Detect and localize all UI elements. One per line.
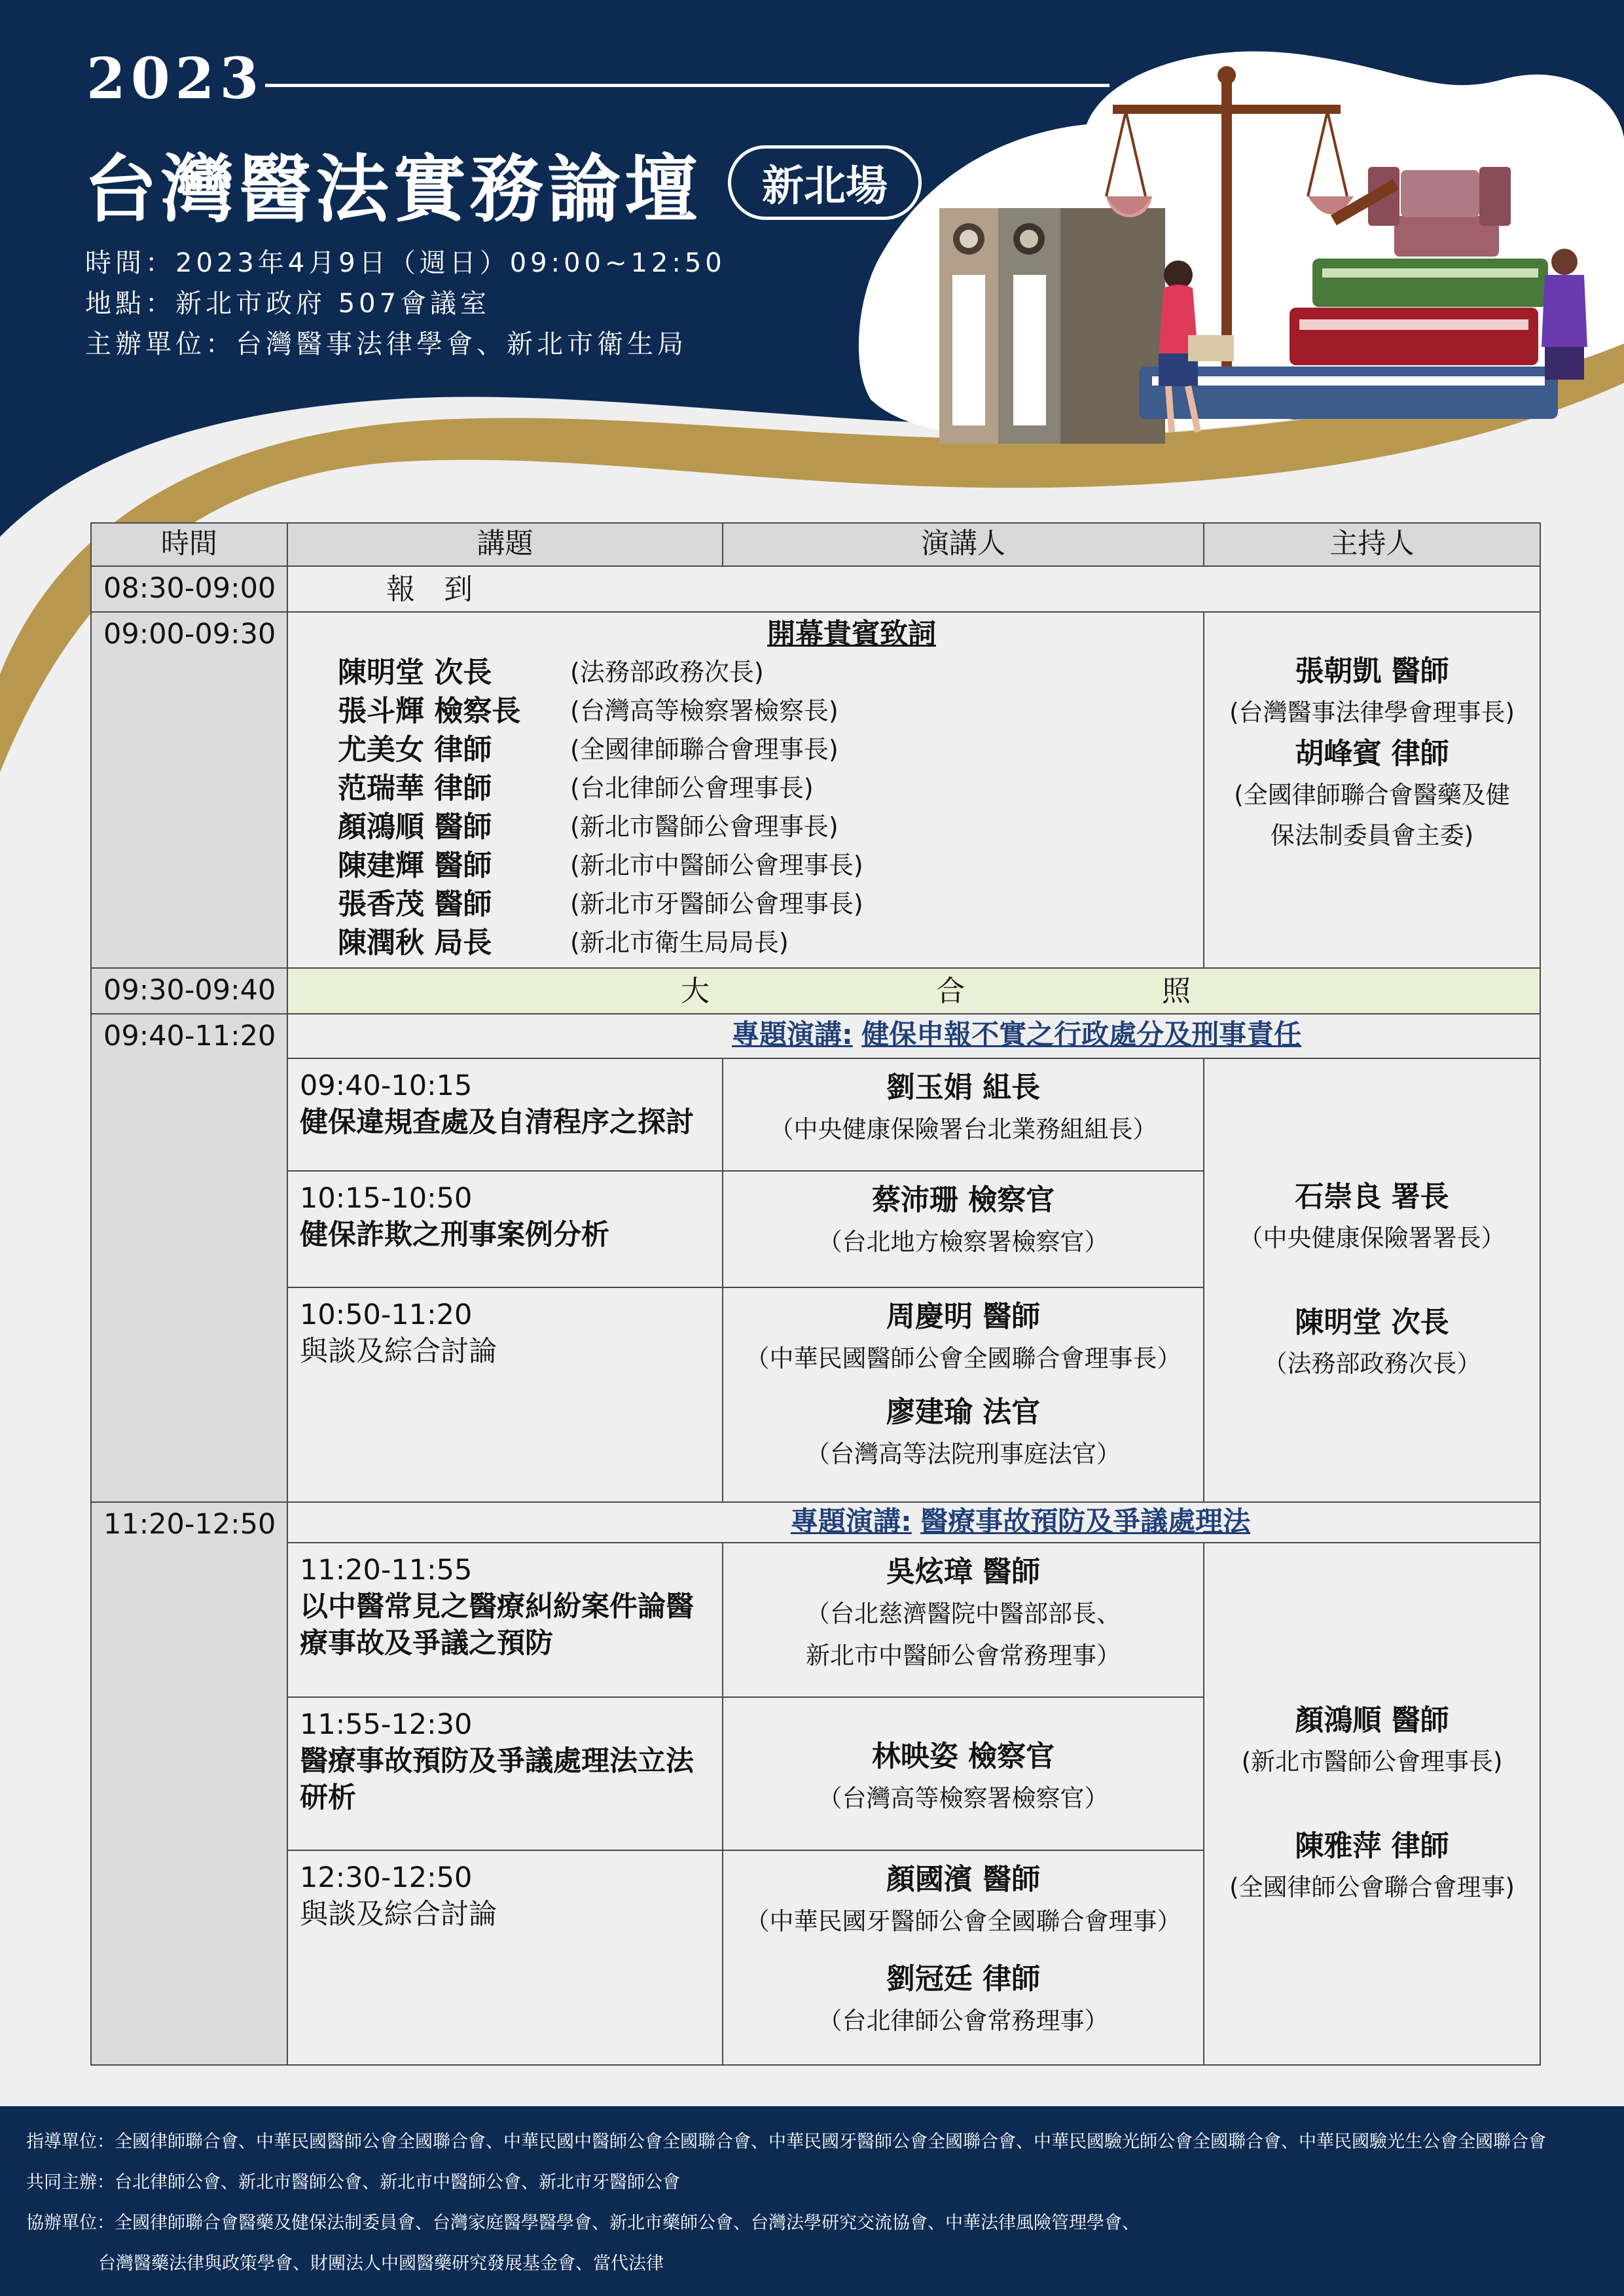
footer-co-organizers: 協辦單位：全國律師聯合會醫藥及健保法制委員會、台灣家庭醫學醫學會、新北市藥師公會、台灣法學研究交流協會、中華法律風險管理學會、: [26, 2213, 1140, 2233]
theme-title: 健保申報不實之行政處分及刑事責任: [861, 1018, 1302, 1050]
theme-title: 醫療事故預防及爭議處理法: [920, 1505, 1251, 1537]
event-organizer: 主辦單位：台灣醫事法律學會、新北市衛生局: [85, 329, 687, 359]
talk-title: 與談及綜合討論: [300, 1897, 497, 1931]
talk-topic: [287, 1850, 723, 2065]
speaker-role: （台北地方檢察署檢察官）: [818, 1228, 1109, 1256]
talk-title: 健保違規查處及自清程序之探討: [300, 1105, 694, 1139]
event-year: 2023: [86, 46, 264, 112]
list-item: 尤美女 律師 (全國律師聯合會理事長): [338, 733, 839, 766]
opening-title: 開幕貴賓致詞: [767, 618, 936, 651]
theme-label: 專題演講:: [732, 1018, 853, 1050]
talk-title-cont: 研析: [300, 1781, 356, 1814]
session1-time: 09:40-11:20: [91, 1014, 287, 1502]
speaker-role-cont: 新北市中醫師公會常務理事）: [806, 1641, 1121, 1670]
speaker-role: （中央健康保險署台北業務組組長）: [769, 1115, 1157, 1143]
talk-time: 10:15-10:50: [300, 1182, 473, 1215]
footer-advisors: 指導單位：全國律師聯合會、中華民國醫師公會全國聯合會、中華民國中醫師公會全國聯合會、中華民國牙醫師公會全國聯合會、中華民國驗光師公會全國聯合會、中華民國驗光生公會全國聯合會: [26, 2132, 1546, 2152]
year-rule-line: [265, 84, 1110, 87]
session1-moderators: [1204, 1058, 1540, 1502]
session2-time: 11:20-12:50: [91, 1502, 287, 2065]
speaker-role: （台灣高等檢察署檢察官）: [818, 1784, 1109, 1812]
speaker-name: 劉玉娟 組長: [886, 1071, 1041, 1104]
moderator-role: (台灣醫事法律學會理事長): [1229, 698, 1515, 726]
list-item: 陳建輝 醫師 (新北市中醫師公會理事長): [338, 849, 863, 882]
header-moderator: 主持人: [1204, 523, 1540, 566]
talk-time: 09:40-10:15: [300, 1069, 473, 1102]
moderator-role: (全國律師公會聯合會理事): [1229, 1873, 1515, 1901]
talk-speaker: [723, 1697, 1204, 1850]
header-speaker: [723, 523, 1204, 566]
photo-char: 大: [681, 975, 710, 1008]
talk-topic: [287, 1171, 723, 1287]
talk-speaker: [723, 1287, 1204, 1502]
opening-moderators: [1204, 612, 1540, 968]
checkin-time: 08:30-09:00: [91, 566, 287, 612]
checkin-row: [91, 566, 1540, 612]
session1-theme-row: [91, 1014, 1540, 1058]
header-time: 時間: [91, 523, 287, 566]
opening-guests-cell: [287, 612, 1204, 968]
session2-theme: [287, 1502, 1540, 1543]
moderator-role: (全國律師聯合會醫藥及健: [1234, 781, 1510, 809]
talk-speaker: [723, 1850, 1204, 2065]
list-item: 陳明堂 次長 (法務部政務次長): [338, 656, 764, 689]
talk-title: 以中醫常見之醫療糾紛案件論醫: [300, 1590, 694, 1623]
talk-topic: [287, 1697, 723, 1850]
talk-title: 與談及綜合討論: [300, 1335, 497, 1368]
moderator-name: 陳明堂 次長: [1295, 1306, 1449, 1339]
moderator-name: 石崇良 署長: [1295, 1180, 1449, 1213]
opening-time: 09:00-09:30: [91, 612, 287, 968]
event-location: 地點：新北市政府 507會議室: [85, 289, 491, 319]
speaker-name: 蔡沛珊 檢察官: [871, 1183, 1055, 1217]
photo-row: [91, 968, 1540, 1014]
list-item: 顏鴻順 醫師 (新北市醫師公會理事長): [338, 810, 839, 844]
session2-moderators: [1204, 1543, 1540, 2065]
talk-time: 11:55-12:30: [300, 1708, 473, 1741]
talk-topic: [287, 1287, 723, 1502]
speaker-name: 吳炫璋 醫師: [886, 1555, 1041, 1588]
speaker-name: 周慶明 醫師: [886, 1300, 1041, 1333]
binders-illustration: [939, 208, 1165, 444]
moderator-role: (新北市醫師公會理事長): [1241, 1748, 1503, 1776]
talk-title-cont: 療事故及爭議之預防: [300, 1626, 553, 1660]
opening-row: [91, 612, 1540, 968]
list-item: 張斗輝 檢察長 (台灣高等檢察署檢察長): [338, 694, 839, 728]
talk-topic: [287, 1543, 723, 1697]
list-item: 陳潤秋 局長 (新北市衛生局局長): [338, 926, 789, 960]
moderator-name: 顏鴻順 醫師: [1295, 1704, 1449, 1737]
speaker-role: （台北慈濟醫院中醫部部長、: [806, 1600, 1121, 1628]
photo-char: 合: [936, 975, 965, 1008]
footer-co-organizers-cont: 台灣醫藥法律與政策學會、財團法人中國醫藥研究發展基金會、當代法律: [98, 2253, 664, 2274]
photo-label-cell: [287, 968, 1540, 1014]
talk-speaker: [723, 1543, 1204, 1697]
speaker-role: （台北律師公會常務理事）: [818, 2007, 1109, 2035]
talk-time: 12:30-12:50: [300, 1861, 473, 1894]
schedule-table: [90, 522, 1541, 2066]
speaker-name: 劉冠廷 律師: [886, 1962, 1041, 1996]
list-item: 張香茂 醫師 (新北市牙醫師公會理事長): [338, 888, 863, 921]
session2-theme-row: [91, 1502, 1540, 1543]
speaker-name: 林映姿 檢察官: [871, 1740, 1055, 1773]
checkin-label: 報 到: [287, 566, 1540, 612]
venue-tag: 新北場: [728, 145, 922, 220]
theme-label: 專題演講:: [791, 1505, 912, 1537]
table-header-row: [91, 523, 1540, 566]
table-row: [91, 1543, 1540, 1697]
header-topic-label: 講題: [477, 528, 533, 561]
header-topic: [287, 523, 723, 566]
moderator-role: （法務部政務次長）: [1263, 1350, 1481, 1378]
moderator-name: 胡峰賓 律師: [1295, 737, 1449, 770]
talk-speaker: [723, 1058, 1204, 1171]
moderator-name: 張朝凱 醫師: [1295, 655, 1449, 688]
moderator-name: 陳雅萍 律師: [1295, 1829, 1449, 1863]
speaker-role: （中華民國醫師公會全國聯合會理事長）: [745, 1344, 1182, 1372]
speaker-name: 顏國濱 醫師: [886, 1863, 1041, 1896]
speaker-role: （中華民國牙醫師公會全國聯合會理事）: [745, 1907, 1182, 1935]
list-item: 范瑞華 律師 (台北律師公會理事長): [338, 772, 814, 805]
talk-time: 11:20-11:55: [300, 1554, 473, 1587]
header-speaker-label: 演講人: [921, 528, 1005, 561]
moderator-role-cont: 保法制委員會主委): [1270, 821, 1474, 850]
speaker-name: 廖建瑜 法官: [886, 1395, 1041, 1429]
talk-topic: [287, 1058, 723, 1171]
session1-theme: [287, 1014, 1540, 1058]
table-row: [91, 1058, 1540, 1171]
moderator-role: （中央健康保險署署長）: [1238, 1224, 1506, 1252]
event-title: 台灣醫法實務論壇: [84, 147, 702, 232]
talk-title: 醫療事故預防及爭議處理法立法: [300, 1744, 694, 1778]
event-time: 時間：2023年4月9日（週日）09:00~12:50: [85, 248, 726, 278]
speaker-role: （台灣高等法院刑事庭法官）: [806, 1440, 1121, 1468]
talk-speaker: [723, 1171, 1204, 1287]
talk-time: 10:50-11:20: [300, 1299, 473, 1331]
photo-time: 09:30-09:40: [91, 968, 287, 1014]
talk-title: 健保詐欺之刑事案例分析: [300, 1218, 609, 1251]
footer-co-hosts: 共同主辦：台北律師公會、新北市醫師公會、新北市中醫師公會、新北市牙醫師公會: [26, 2172, 680, 2193]
photo-char: 照: [1162, 975, 1191, 1008]
